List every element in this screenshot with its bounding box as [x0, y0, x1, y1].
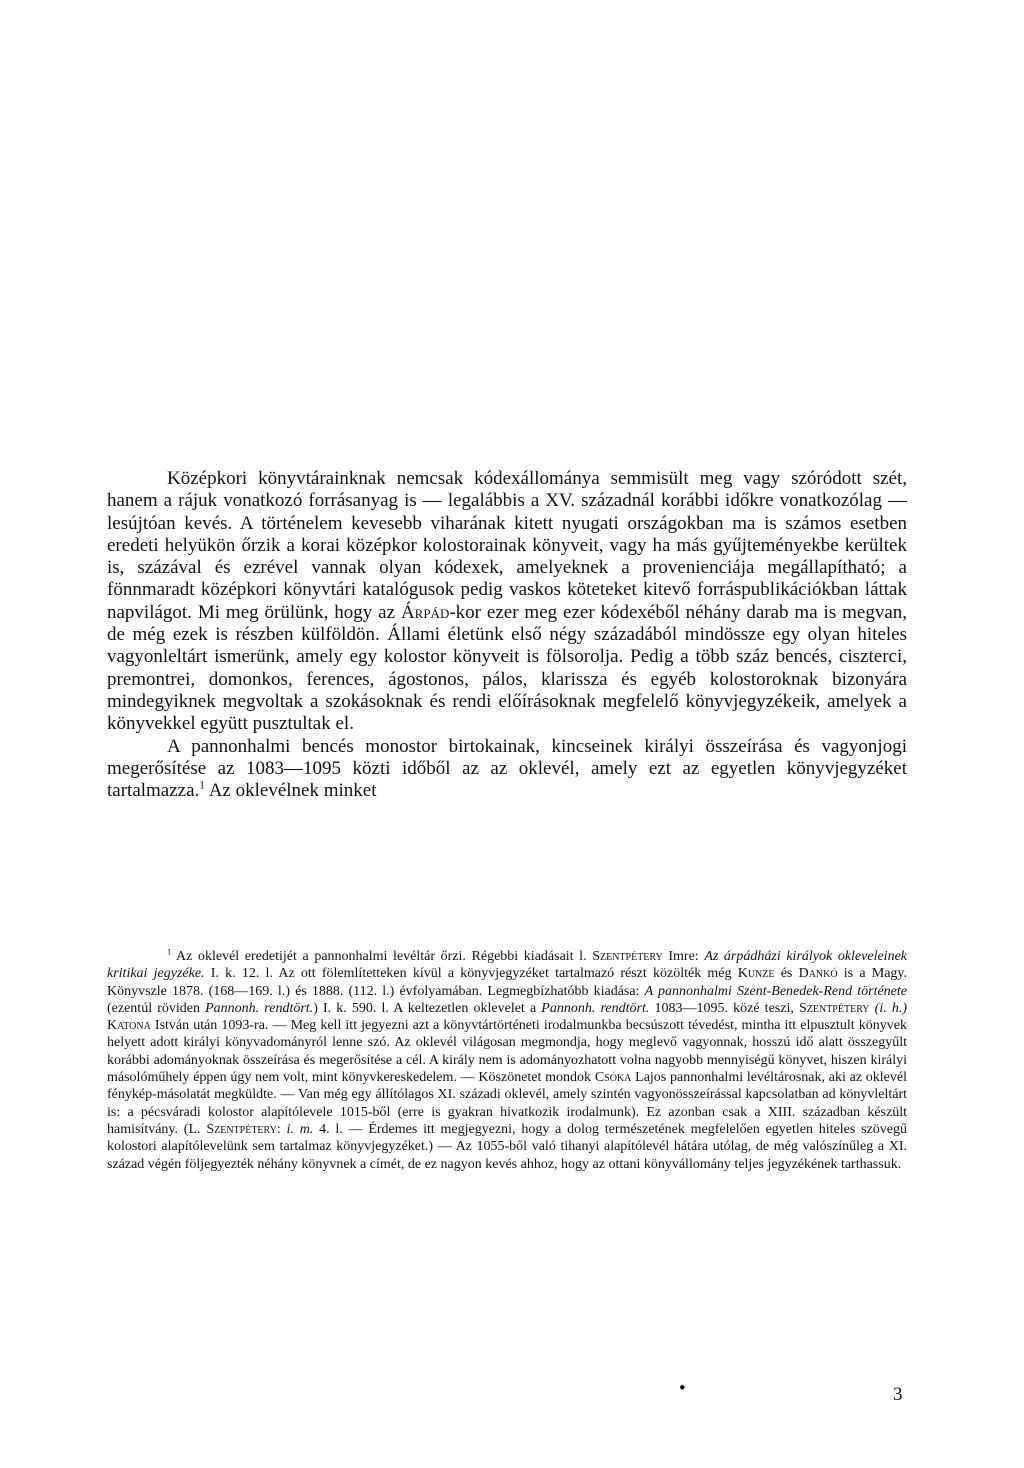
footnote-text: 1083—1095. közé teszi, — [649, 1000, 799, 1016]
footnote-text: Lajos pannonhalmi levéltárosnak, aki az oklevél fénykép-másolatát megküldte. — Van még egy állítólagos XI. századi oklevél, amely szintén vagyonösszeírással kapcsolatban ad könyvleltárt is: a pécsváradi kolostor alapítólevele 1015-ből (erre is gyakran hivatkozik irodalmunk). Ez azonban csak a XIII. században készült hamisítvány. (L. — [107, 1070, 907, 1137]
author-name: Kunze — [737, 966, 775, 982]
author-name: Szentpétery — [206, 1121, 277, 1137]
printer-dot: • — [679, 1378, 686, 1399]
page-number: 3 — [893, 1384, 903, 1405]
footnote-text: : — [276, 1121, 287, 1137]
footnote-marker: 1 — [167, 947, 172, 957]
paragraph-text: -kor ezer meg ezer kódexéből néhány darab ma is megvan, de még ezek is részben külföldön. Állami életünk első négy századából mindössze egy olyan hiteles vagyonleltárt ismerünk, amely egy kolostor könyveit is fölsorolja. Pedig a több száz bencés, ciszterci, premontrei, domonkos, ferences, ágostonos, pálos, klarissza és egyéb kolostoroknak bizonyára mindegyiknek megvoltak a szokásoknak és rendi előírásoknak megfelelő könyvjegyzékeik, amelyek a könyvekkel együtt pusztultak el. — [107, 601, 908, 735]
paragraph-text: Középkori könyvtárainknak nemcsak kódexállománya semmisült meg vagy szóródott szét, hanem a rájuk vonatkozó forrásanyag is — legalábbis a XV. századnál korábbi időkre vonatkozólag — lesújtóan kevés. A történelem kevesebb viharának kitett nyugati országokban ma is számos esetben eredeti helyükön őrzik a korai középkor kolostorainak könyveit, vagy ha más gyűjteményekbe kerültek is, százával és ezrével vannak olyan kódexek, amelyeknek a provenienciája megállapítható; a fönnmaradt középkori könyvtári katalógusok pedig vaskos köteteket kitevő forráspublikációkban láttak napvilágot. Mi meg örülünk, hogy az — [107, 468, 907, 623]
main-text — [107, 468, 907, 802]
footnote — [107, 948, 907, 1173]
author-name: Csóka — [594, 1070, 632, 1086]
footnote-text: is a Magy. Könyvszle 1878. (168—169. l.) és 1888. (112. l.) évfolyamában. Legmegbízhatóbb kiadása: — [107, 966, 907, 999]
footnote-text: Az oklevél eredetijét a pannonhalmi levéltár őrzi. Régebbi kiadásait l. — [171, 949, 593, 964]
footnotes — [107, 948, 907, 1173]
citation-abbrev: i. m. — [286, 1121, 314, 1137]
footnote-text: ) I. k. 590. l. A keltezetlen oklevelet a — [313, 1000, 542, 1016]
footnote-text: és — [774, 966, 799, 982]
footnote-text: (ezentúl röviden — [107, 1000, 206, 1016]
author-name: Dankó — [798, 966, 838, 982]
author-name: Szentpétery — [798, 1000, 870, 1016]
author-name: Katona — [107, 1018, 151, 1034]
book-title: Az árpádházi királyok okleveleinek kritikai jegyzéke. — [107, 949, 907, 982]
book-title: Pannonh. rendtört. — [541, 1000, 650, 1016]
paragraph-text: Az oklevélnek minket — [205, 780, 377, 802]
citation-abbrev: (i. h.) — [874, 1000, 908, 1016]
name-arpad: Árpád — [400, 601, 450, 623]
footnote-text: István után 1093-ra. — Meg kell itt jegyezni azt a könyvtártörténeti irodalmunkba becsúszott tévedést, mintha itt elpusztult könyvek helyett adott királyi könyvadományról lenne szó. Az oklevél világosan megmondja, hogy meglevő vagyonnak, hosszú idő alatt összegyűlt korábbi adományoknak összeírása és megerősítése a cél. A király nem is adományozhatott volna nagyobb mennyiségű könyvet, hiszen királyi másolóműhely éppen úgy nem volt, mint könyvkereskedelem. — Köszönetet mondok — [107, 1018, 907, 1086]
paragraph — [107, 468, 907, 736]
book-title: Pannonh. rendtört. — [205, 1000, 314, 1016]
paragraph — [107, 736, 907, 803]
footnote-text: I. k. 12. l. Az ott fölemlítetteken kívül a könyvjegyzéket tartalmazó részt közölték még — [204, 966, 738, 982]
footnote-text: 4. l. — Érdemes itt megjegyezni, hogy a dolog természetének megfelelően egyetlen hiteles szövegű kolostori alapítólevelünk sem tartalmaz könyvjegyzéket.) — Az 1055-ből való tihanyi alapítólevél hátára utólag, de még valószínűleg a XI. század végén följegyezték néhány könyvnek a címét, de ez nagyon kevés ahhoz, hogy az ottani könyvállomány teljes jegyzékének tarthassuk. — [107, 1121, 907, 1172]
footnote-reference[interactable]: 1 — [199, 779, 205, 792]
footnote-text: Imre: — [662, 949, 705, 964]
author-name: Szentpétery — [592, 949, 663, 964]
paragraph-text: A pannonhalmi bencés monostor birtokainak, kincseinek királyi összeírása és vagyonjogi megerősítése az 1083—1095 közti időből az az oklevél, amely ezt az egyetlen könyvjegyzéket tartalmazza. — [107, 735, 907, 802]
book-title: A pannonhalmi Szent-Benedek-Rend története — [644, 983, 907, 999]
